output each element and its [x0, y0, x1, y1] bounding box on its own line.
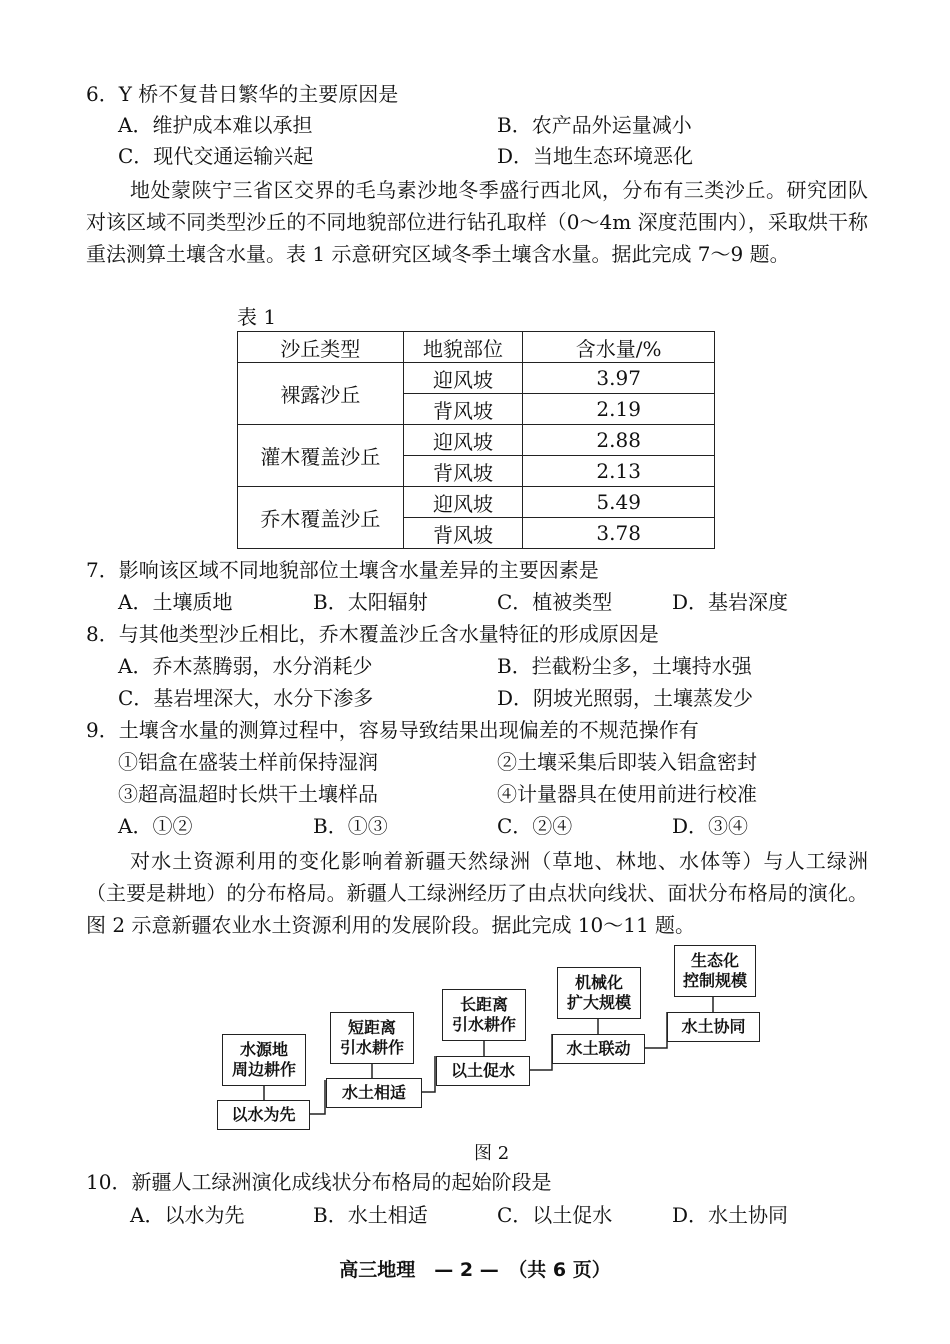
- slope-cell: 迎风坡: [403, 425, 523, 456]
- table-header: 含水量/%: [523, 332, 715, 363]
- slope-cell: 迎风坡: [403, 363, 523, 394]
- dune-type-cell: 乔木覆盖沙丘: [238, 487, 404, 549]
- activity-box-3: [442, 989, 526, 1041]
- q8-option-a: A．乔木蒸腾弱，水分消耗少: [118, 654, 373, 678]
- stage-box-3: 以土促水: [436, 1056, 530, 1086]
- q6-option-c: C．现代交通运输兴起: [118, 144, 314, 168]
- slope-cell: 背风坡: [403, 394, 523, 425]
- q9-item-3: ③超高温超时长烘干土壤样品: [118, 782, 378, 806]
- q10-option-c: C．以土促水: [497, 1203, 613, 1227]
- q9-option-b: B．①③: [313, 814, 388, 838]
- slope-cell: 迎风坡: [403, 487, 523, 518]
- q7-stem: 7．影响该区域不同地貌部位土壤含水量差异的主要因素是: [86, 558, 599, 582]
- q10-stem: 10．新疆人工绿洲演化成线状分布格局的起始阶段是: [86, 1170, 552, 1194]
- table-1-caption: 表 1: [237, 305, 277, 329]
- q7-option-a: A．土壤质地: [118, 590, 233, 614]
- activity-box-1: [222, 1034, 306, 1086]
- moisture-cell: 5.49: [523, 487, 715, 518]
- dune-type-cell: 灌木覆盖沙丘: [238, 425, 404, 487]
- q9-item-4: ④计量器具在使用前进行校准: [497, 782, 757, 806]
- q9-stem: 9．土壤含水量的测算过程中，容易导致结果出现偏差的不规范操作有: [86, 718, 699, 742]
- q9-option-c: C．②④: [497, 814, 573, 838]
- activity-box-5: [674, 945, 756, 997]
- stage-box-5: 水土协同: [667, 1012, 760, 1042]
- passage-2: 对水土资源利用的变化影响着新疆天然绿洲（草地、林地、水体等）与人工绿洲（主要是耕地）的分布格局。新疆人工绿洲经历了由点状向线状、面状分布格局的演化。图 2 示意新疆农业水土资源利用的发展阶段。据此完成 10～11 题。: [86, 849, 868, 937]
- q9-option-d: D．③④: [672, 814, 749, 838]
- moisture-cell: 2.19: [523, 394, 715, 425]
- stage-box-2: 水土相适: [326, 1078, 422, 1108]
- moisture-cell: 3.78: [523, 518, 715, 549]
- q10-option-a: A．以水为先: [130, 1203, 245, 1227]
- q6-stem: 6．Y 桥不复昔日繁华的主要原因是: [86, 82, 399, 106]
- q6-option-d: D．当地生态环境恶化: [497, 144, 694, 168]
- activity-label: 长距离 引水耕作: [451, 995, 516, 1034]
- activity-label: 生态化 控制规模: [682, 951, 747, 990]
- q6-option-b: B．农产品外运量减小: [497, 113, 692, 137]
- figure-2-caption: 图 2: [474, 1143, 510, 1164]
- slope-cell: 背风坡: [403, 518, 523, 549]
- q8-option-c: C．基岩埋深大，水分下渗多: [118, 686, 374, 710]
- activity-box-2: [330, 1012, 414, 1064]
- q8-option-d: D．阴坡光照弱，土壤蒸发少: [497, 686, 754, 710]
- table-header: 沙丘类型: [238, 332, 404, 363]
- passage-1: 地处蒙陕宁三省区交界的毛乌素沙地冬季盛行西北风，分布有三类沙丘。研究团队对该区域不同类型沙丘的不同地貌部位进行钻孔取样（0～4m 深度范围内），采取烘干称重法测算土壤含水量。表 1 示意研究区域冬季土壤含水量。据此完成 7～9 题。: [86, 178, 868, 266]
- activity-box-4: [557, 967, 641, 1019]
- slope-cell: 背风坡: [403, 456, 523, 487]
- table-header: 地貌部位: [403, 332, 523, 363]
- moisture-cell: 2.88: [523, 425, 715, 456]
- dune-type-cell: 裸露沙丘: [238, 363, 404, 425]
- q9-item-1: ①铝盒在盛装土样前保持湿润: [118, 750, 378, 774]
- moisture-cell: 3.97: [523, 363, 715, 394]
- q7-option-d: D．基岩深度: [672, 590, 789, 614]
- q8-stem: 8．与其他类型沙丘相比，乔木覆盖沙丘含水量特征的形成原因是: [86, 622, 659, 646]
- q10-option-d: D．水土协同: [672, 1203, 789, 1227]
- stage-box-1: 以水为先: [217, 1100, 310, 1130]
- activity-label: 短距离 引水耕作: [339, 1018, 404, 1057]
- activity-label: 水源地 周边耕作: [231, 1040, 296, 1079]
- q10-option-b: B．水土相适: [313, 1203, 428, 1227]
- activity-label: 机械化 扩大规模: [566, 973, 631, 1012]
- q7-option-b: B．太阳辐射: [313, 590, 428, 614]
- moisture-cell: 2.13: [523, 456, 715, 487]
- q7-option-c: C．植被类型: [497, 590, 613, 614]
- q9-option-a: A．①②: [118, 814, 193, 838]
- q8-option-b: B．拦截粉尘多，土壤持水强: [497, 654, 752, 678]
- q9-item-2: ②土壤采集后即装入铝盒密封: [497, 750, 757, 774]
- stage-box-4: 水土联动: [552, 1034, 645, 1064]
- page-footer: 高三地理 — 2 — （共 6 页）: [339, 1259, 611, 1281]
- q6-option-a: A．维护成本难以承担: [118, 113, 313, 137]
